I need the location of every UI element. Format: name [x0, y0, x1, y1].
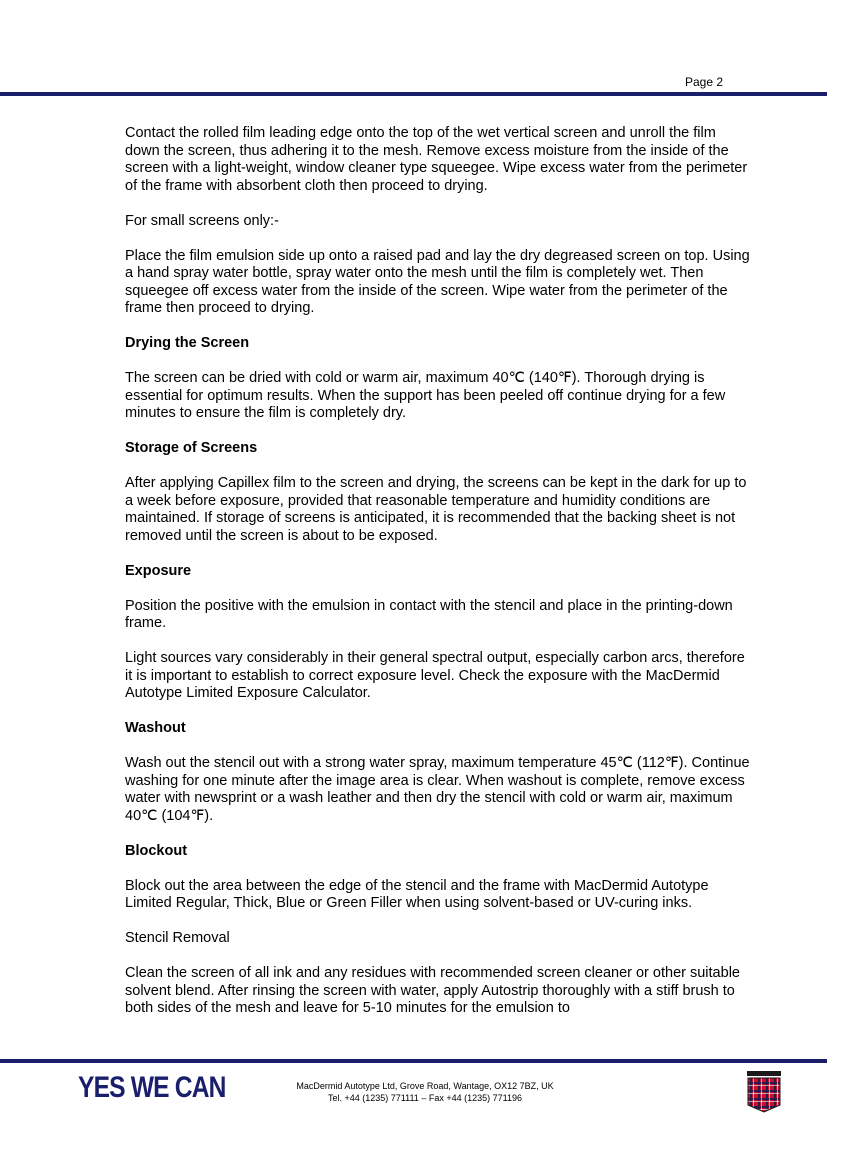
footer-rule	[0, 1059, 827, 1063]
paragraph: Clean the screen of all ink and any residues with recommended screen cleaner or other suitable solvent blend. After rinsing the screen with water, apply Autostrip thoroughly with a stiff brush to both sides of the mesh and leave for 5-10 minutes for the emulsion to	[125, 965, 740, 1016]
paragraph: For small screens only:-	[125, 212, 279, 229]
section-heading-blockout: Blockout	[125, 842, 188, 859]
tartan-shield-icon	[747, 1071, 781, 1113]
document-body	[125, 125, 750, 1035]
contact-line: Tel. +44 (1235) 771111 – Fax +44 (1235) 771196	[328, 1093, 522, 1103]
paragraph: Wash out the stencil out with a strong water spray, maximum temperature 45℃ (112℉). Continue washing for one minute after the image area is clear. When washout is complete, remove excess water with newsprint or a wash leather and then dry the stencil with cold or warm air, maximum 40℃ (104℉).	[125, 755, 750, 824]
paragraph: Block out the area between the edge of the stencil and the frame with MacDermid Autotype Limited Regular, Thick, Blue or Green Filler when using solvent-based or UV-curing inks.	[125, 877, 709, 911]
page-number: Page 2	[685, 75, 724, 89]
paragraph: Light sources vary considerably in their general spectral output, especially carbon arcs, therefore it is important to establish to correct exposure level. Check the exposure with the MacDermid Autotype Limited Exposure Calculator.	[125, 650, 745, 701]
paragraph: The screen can be dried with cold or warm air, maximum 40℃ (140℉). Thorough drying is essential for optimum results. When the support has been peeled off continue drying for a few minutes to ensure the film is completely dry.	[125, 370, 726, 421]
section-heading-drying: Drying the Screen	[125, 335, 250, 351]
paragraph: After applying Capillex film to the screen and drying, the screens can be kept in the dark for up to a week before exposure, provided that reasonable temperature and humidity conditions are maintained. If storage of screens is anticipated, it is recommended that the backing sheet is not removed until the screen is about to be exposed.	[125, 475, 747, 544]
slogan-logo: YES WE CAN	[78, 1071, 226, 1104]
paragraph: Position the positive with the emulsion in contact with the stencil and place in the printing-down frame.	[125, 597, 733, 631]
section-heading-storage: Storage of Screens	[125, 440, 258, 456]
header-rule	[0, 92, 827, 96]
tartan-shield-graphic	[747, 1071, 781, 1113]
address-line: MacDermid Autotype Ltd, Grove Road, Wantage, OX12 7BZ, UK	[296, 1081, 554, 1091]
section-heading-washout: Washout	[125, 720, 186, 736]
section-heading-exposure: Exposure	[125, 562, 192, 579]
company-address	[260, 1080, 590, 1104]
paragraph: Place the film emulsion side up onto a raised pad and lay the dry degreased screen on top. Using a hand spray water bottle, spray water onto the mesh until the film is completely wet. Then squeegee off excess water from the inside of the screen. Wipe water from the perimeter of the frame then proceed to drying.	[125, 247, 750, 316]
paragraph: Contact the rolled film leading edge onto the top of the wet vertical screen and unroll the film down the screen, thus adhering it to the mesh. Remove excess moisture from the inside of the screen with a light-weight, window cleaner type squeegee. Wipe excess water from the perimeter of the frame with absorbent cloth then proceed to drying.	[125, 125, 748, 194]
section-heading-stencil-removal: Stencil Removal	[125, 930, 230, 946]
